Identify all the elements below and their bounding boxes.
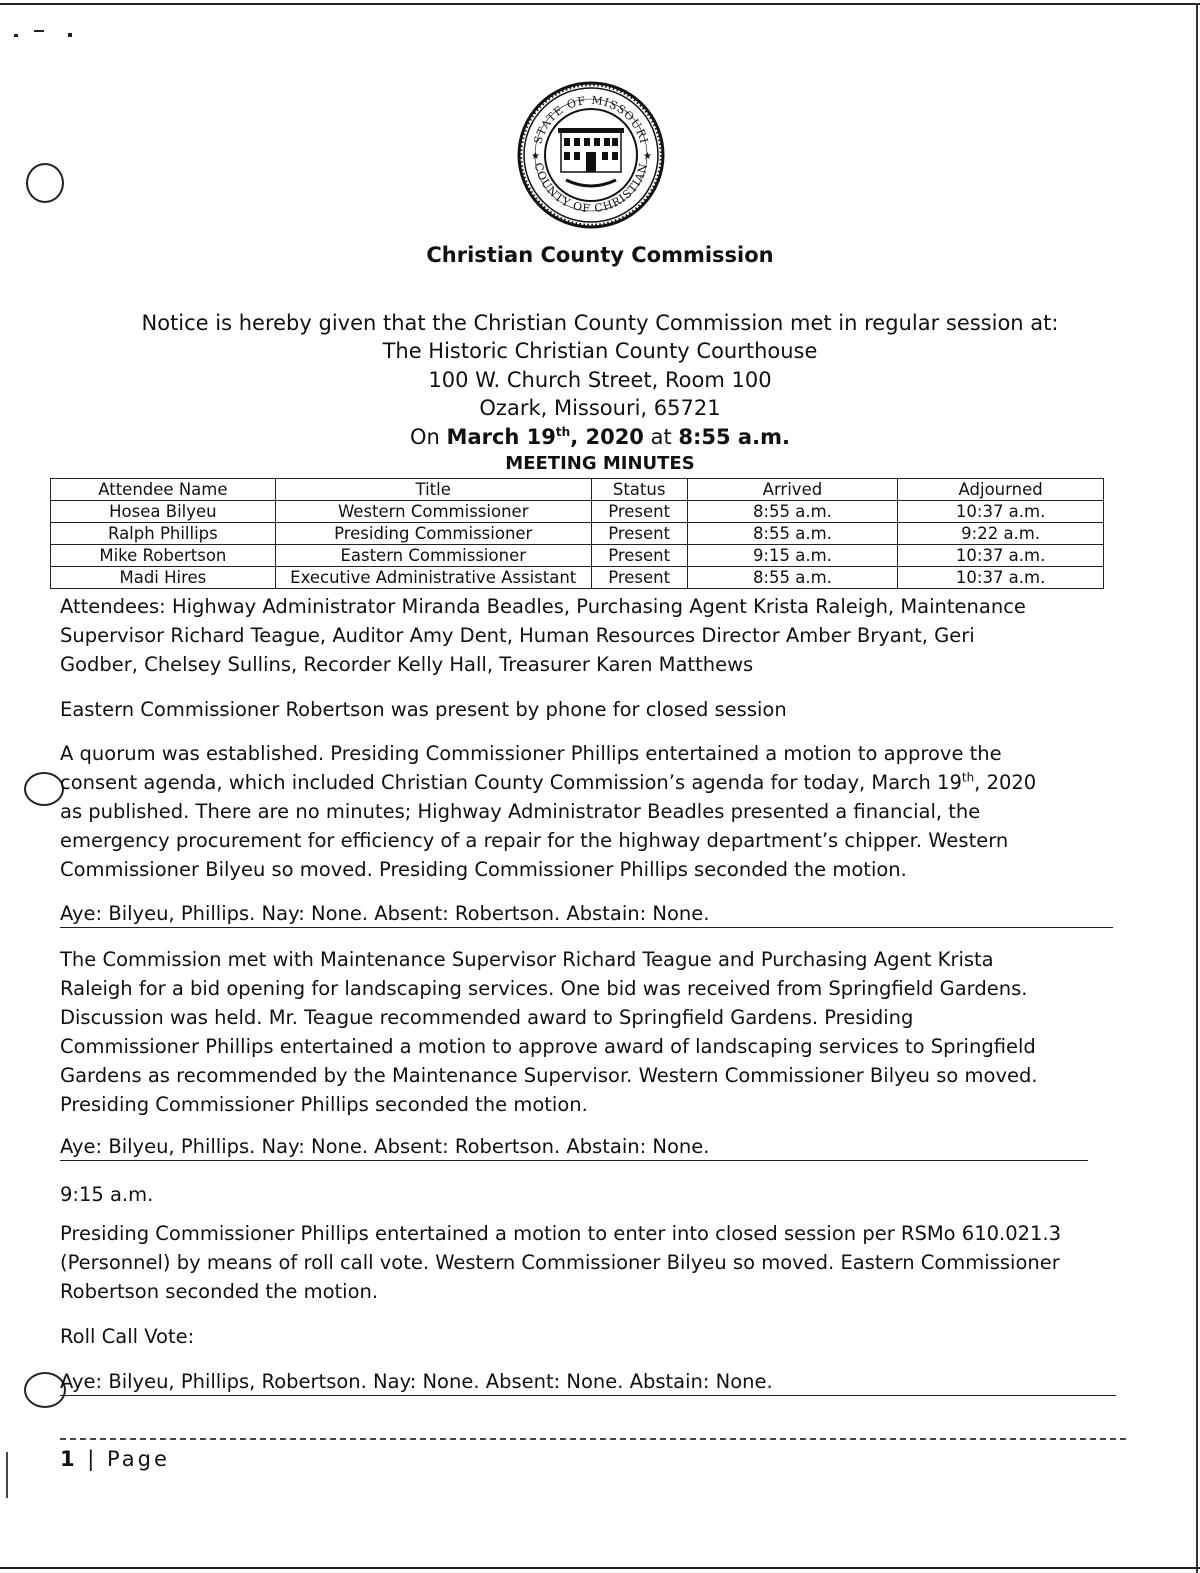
table-cell: Madi Hires [51,567,276,589]
table-row [51,545,1104,567]
bid-paragraph [60,945,1110,1119]
minutes-heading: MEETING MINUTES [505,453,695,474]
column-header: Adjourned [898,479,1104,501]
table-cell: Western Commissioner [275,501,591,523]
document-title: Christian County Commission [426,243,774,267]
text-line: (Personnel) by means of roll call vote. Western Commissioner Bilyeu so moved. Eastern Commissioner [60,1251,1060,1274]
table-cell: Mike Robertson [51,545,276,567]
venue-city: Ozark, Missouri, 65721 [479,396,721,420]
text-line: Presiding Commissioner Phillips seconded the motion. [60,1093,588,1116]
scan-margin-mark [6,1452,8,1498]
table-cell: Presiding Commissioner [275,523,591,545]
text-line: Robertson seconded the motion. [60,1280,379,1303]
scan-border-bottom [0,1567,1200,1569]
punch-hole-mark [26,163,64,203]
vote-record: Aye: Bilyeu, Phillips. Nay: None. Absent: Robertson. Abstain: None. [60,900,1113,928]
phone-note: Eastern Commissioner Robertson was present by phone for closed session [60,698,787,721]
table-cell: 8:55 a.m. [687,501,898,523]
table-cell: 10:37 a.m. [898,545,1104,567]
table-cell: Eastern Commissioner [275,545,591,567]
svg-text:★: ★ [531,151,540,162]
meeting-datetime: On March 19th, 2020 at 8:55 a.m. [410,425,790,449]
text-line: Commissioner Phillips entertained a motion to approve award of landscaping services to Springfield [60,1035,1036,1058]
attendees-paragraph [60,592,1110,679]
text-line: The Commission met with Maintenance Supervisor Richard Teague and Purchasing Agent Krista [60,948,994,971]
scan-speck [68,33,72,37]
table-cell: Hosea Bilyeu [51,501,276,523]
table-header-row [51,479,1104,501]
table-cell: 9:15 a.m. [687,545,898,567]
column-header: Arrived [687,479,898,501]
vote-record: Aye: Bilyeu, Phillips. Nay: None. Absent: Robertson. Abstain: None. [60,1133,1088,1161]
column-header: Status [591,479,687,501]
text-line: Gardens as recommended by the Maintenance Supervisor. Western Commissioner Bilyeu so moved. [60,1064,1038,1087]
table-row [51,523,1104,545]
scan-speck [14,34,18,37]
attendance-table [50,478,1104,589]
scan-speck [34,30,44,32]
table-cell: 8:55 a.m. [687,523,898,545]
table-cell: 10:37 a.m. [898,567,1104,589]
text-line: Godber, Chelsey Sullins, Recorder Kelly Hall, Treasurer Karen Matthews [60,653,754,676]
scan-border-right [1196,3,1198,1573]
table-row [51,567,1104,589]
punch-hole-mark [24,772,64,806]
table-cell: 10:37 a.m. [898,501,1104,523]
closed-session-paragraph [60,1219,1110,1306]
svg-text:COUNTY OF CHRISTIAN: COUNTY OF CHRISTIAN [531,161,651,216]
svg-text:STATE OF MISSOURI: STATE OF MISSOURI [531,93,651,146]
vote-record: Aye: Bilyeu, Phillips, Robertson. Nay: None. Absent: None. Abstain: None. [60,1368,1116,1396]
table-cell: 8:55 a.m. [687,567,898,589]
courthouse-icon [558,128,624,186]
text-line: Raleigh for a bid opening for landscaping services. One bid was received from Springfield Gardens. [60,977,1028,1000]
roll-call-label: Roll Call Vote: [60,1325,195,1348]
venue-name: The Historic Christian County Courthouse [382,339,818,363]
table-cell: Present [591,523,687,545]
footer-divider [60,1438,1126,1440]
svg-text:★: ★ [643,151,652,162]
column-header: Attendee Name [51,479,276,501]
text-line: A quorum was established. Presiding Commissioner Phillips entertained a motion to approve the [60,742,1002,765]
text-line: Presiding Commissioner Phillips entertained a motion to enter into closed session per RSMo 610.021.3 [60,1222,1062,1245]
text-line: Supervisor Richard Teague, Auditor Amy Dent, Human Resources Director Amber Bryant, Geri [60,624,975,647]
notice-line: Notice is hereby given that the Christian County Commission met in regular session at: [141,311,1059,335]
scan-border-top [0,3,1200,5]
table-cell: 9:22 a.m. [898,523,1104,545]
text-line: as published. There are no minutes; Highway Administrator Beadles presented a financial, the [60,800,981,823]
text-line: Attendees: Highway Administrator Miranda Beadles, Purchasing Agent Krista Raleigh, Maintenance [60,595,1026,618]
table-cell: Ralph Phillips [51,523,276,545]
time-mark: 9:15 a.m. [60,1183,154,1206]
venue-street: 100 W. Church Street, Room 100 [428,368,772,392]
text-line: Discussion was held. Mr. Teague recommended award to Springfield Gardens. Presiding [60,1006,914,1029]
table-row [51,501,1104,523]
table-cell: Executive Administrative Assistant [275,567,591,589]
table-cell: Present [591,567,687,589]
text-line: Commissioner Bilyeu so moved. Presiding Commissioner Phillips seconded the motion. [60,858,907,881]
page-number: 1 | Page [60,1447,170,1471]
quorum-paragraph [60,739,1110,884]
column-header: Title [275,479,591,501]
text-line: emergency procurement for efficiency of a repair for the highway department’s chipper. Western [60,829,1009,852]
county-seal-logo [516,80,666,230]
text-line: consent agenda, which included Christian County Commission’s agenda for today, March 19th, 2020 [60,770,1037,794]
table-cell: Present [591,545,687,567]
table-cell: Present [591,501,687,523]
